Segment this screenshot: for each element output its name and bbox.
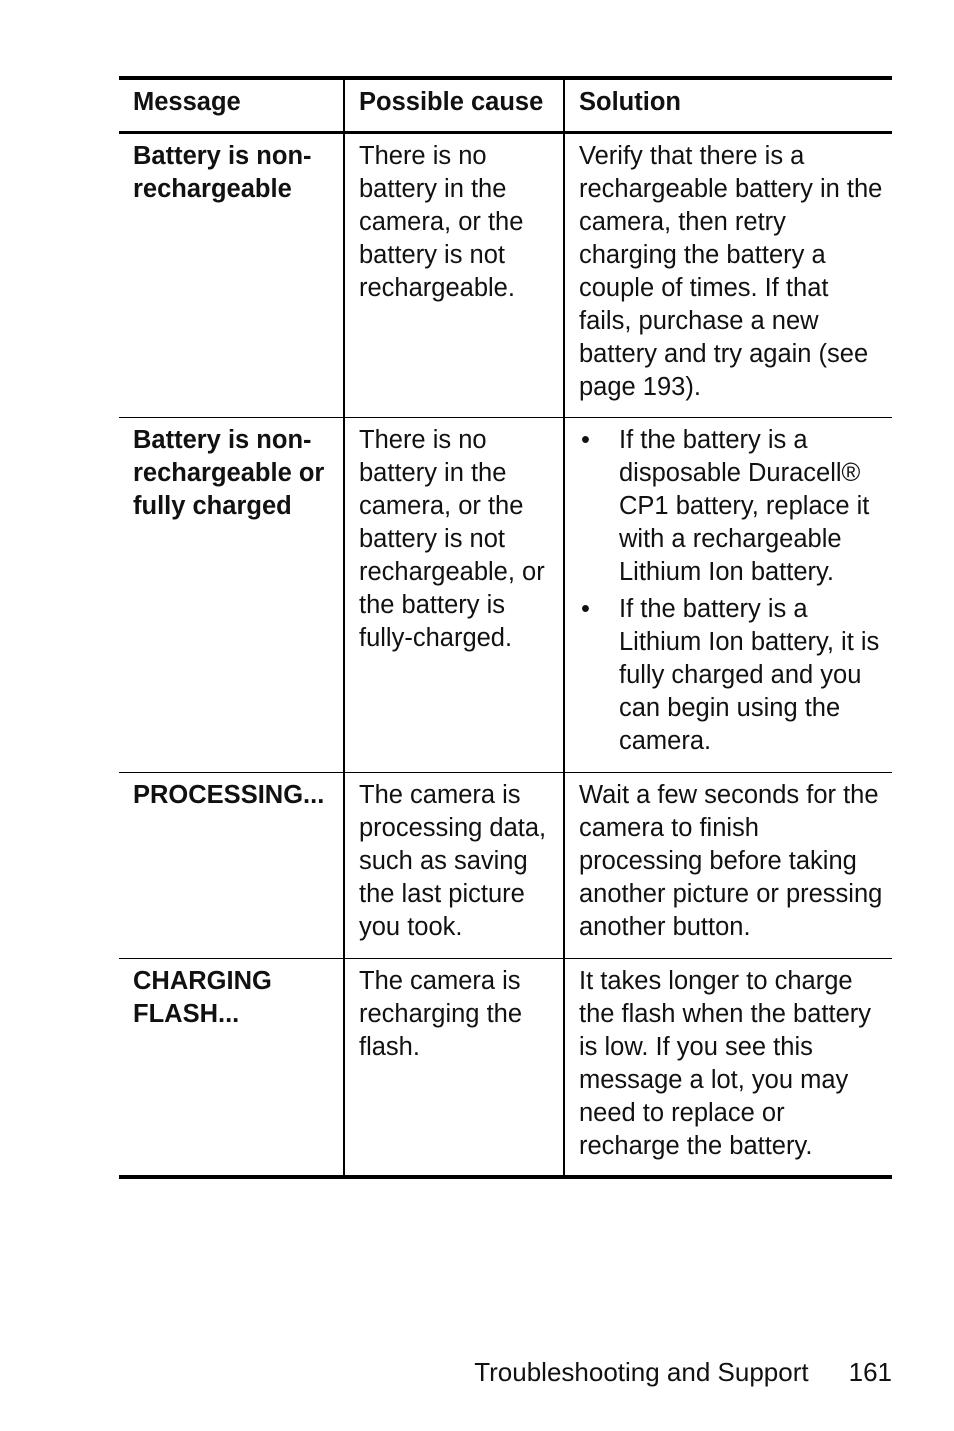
solution-cell [565,418,892,772]
message-cell: Battery is non-rechargeable or fully charged [119,418,345,772]
solution-cell: It takes longer to charge the flash when the battery is low. If you see this message a lot, you may need to replace or recharge the battery. [579,967,872,1160]
page-footer [474,1354,892,1390]
page-number: 161 [848,1357,892,1387]
solution-cell: Verify that there is a rechargeable battery in the camera, then retry charging the battery a couple of times. If that fails, purchase a new battery and try again (see page 193). [579,142,883,401]
header-message: Message [119,80,345,131]
solution-cell: Wait a few seconds for the camera to finish processing before taking another picture or pressing another button. [579,781,883,941]
message-cell: Battery is non-rechargeable [119,134,345,417]
message-cell: PROCESSING... [119,773,345,958]
message-cell: CHARGING FLASH... [119,959,345,1175]
bullet-text: If the battery is a Lithium Ion battery, it is fully charged and you can begin using the camera. [619,595,880,755]
table-row [119,417,892,772]
table-row [119,772,892,958]
header-solution: Solution [579,88,681,116]
table-row [119,958,892,1175]
list-item [579,593,884,758]
troubleshooting-table [119,76,892,1179]
bullet-text: If the battery is a disposable Duracell® CP1 battery, replace it with a rechargeable Lithium Ion battery. [619,426,870,586]
header-possible-cause: Possible cause [345,80,565,131]
cause-cell: The camera is recharging the flash. [345,959,565,1175]
footer-section-title: Troubleshooting and Support [474,1357,809,1387]
list-item [579,424,884,589]
table-header-row [119,80,892,134]
bullet-icon: • [581,595,590,623]
cause-cell: The camera is processing data, such as saving the last picture you took. [345,773,565,958]
bullet-icon: • [581,426,590,454]
solution-bullet-list [579,424,884,758]
table-row [119,134,892,417]
cause-cell: There is no battery in the camera, or the battery is not rechargeable. [345,134,565,417]
cause-cell: There is no battery in the camera, or the battery is not rechargeable, or the battery is fully-charged. [345,418,565,772]
